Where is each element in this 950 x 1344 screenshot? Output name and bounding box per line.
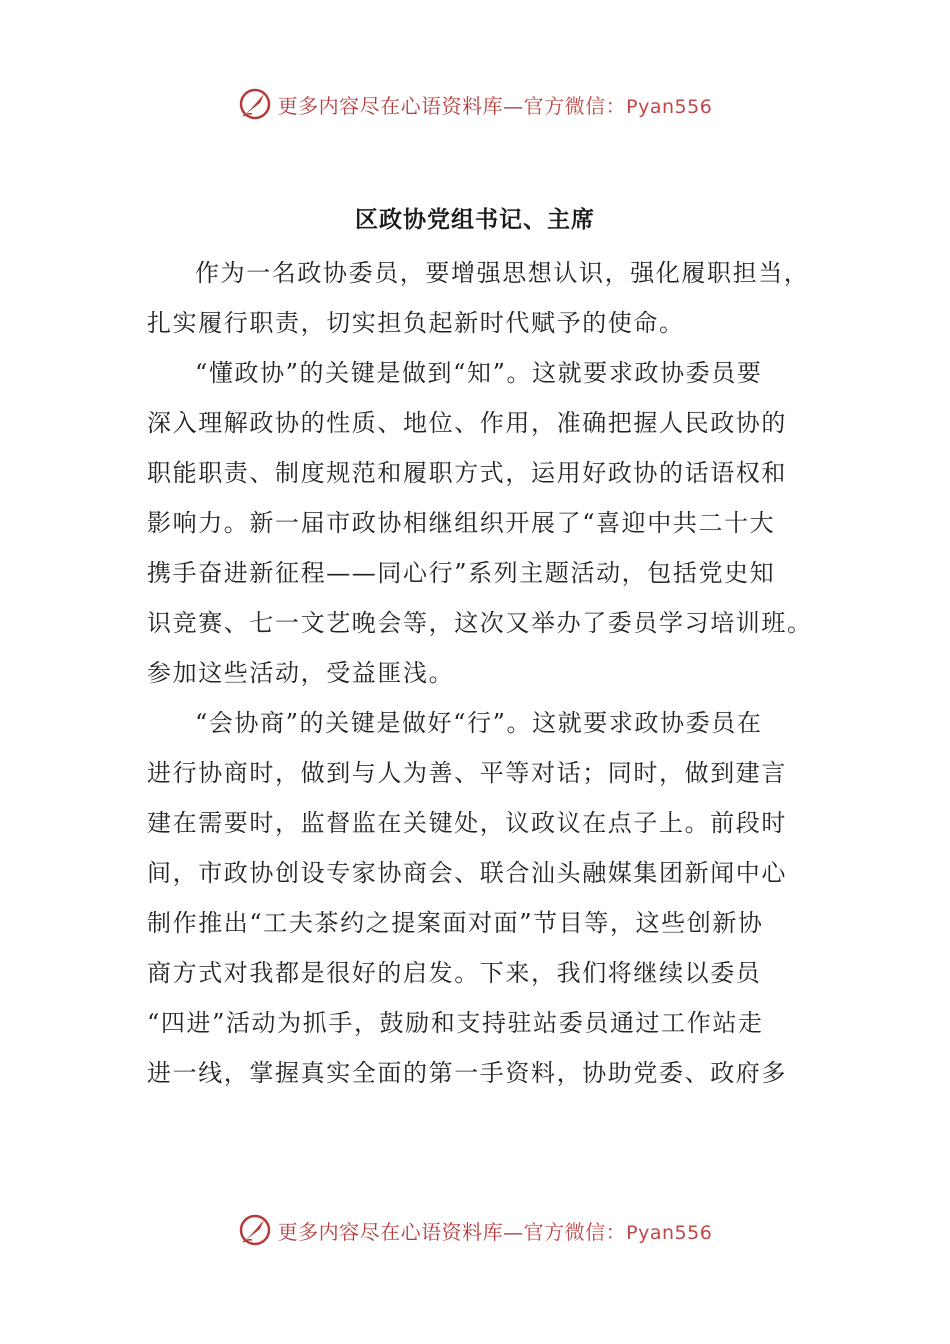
quill-logo-icon bbox=[238, 1213, 272, 1247]
body-line: 职能职责、制度规范和履职方式，运用好政协的话语权和 bbox=[147, 459, 787, 487]
body-line: 深入理解政协的性质、地位、作用，准确把握人民政协的 bbox=[147, 409, 787, 437]
header-wechat-id: Pyan556 bbox=[626, 95, 713, 118]
header-banner-text bbox=[278, 90, 713, 119]
footer-banner bbox=[0, 1208, 950, 1252]
footer-banner-title: 更多内容尽在心语资料库 bbox=[277, 1219, 504, 1244]
header-banner-inner bbox=[238, 87, 713, 121]
body-line: “懂政协”的关键是做到“知”。这就要求政协委员要 bbox=[195, 359, 763, 387]
body-line: 携手奋进新征程——同心行”系列主题活动，包括党史知 bbox=[147, 559, 776, 587]
body-line: 识竞赛、七一文艺晚会等，这次又举办了委员学习培训班。 bbox=[147, 609, 813, 637]
body-line: 制作推出“工夫茶约之提案面对面”节目等，这些创新协 bbox=[147, 909, 764, 937]
body-line: 进一线，掌握真实全面的第一手资料，协助党委、政府多 bbox=[147, 1059, 787, 1087]
document-body bbox=[147, 248, 813, 1098]
body-line: 建在需要时，监督监在关键处，议政议在点子上。前段时 bbox=[147, 809, 787, 837]
document-title: 区政协党组书记、主席 bbox=[355, 206, 595, 233]
body-line: 参加这些活动，受益匪浅。 bbox=[147, 659, 455, 687]
footer-wechat-id: Pyan556 bbox=[626, 1221, 713, 1244]
body-line: 作为一名政协委员，要增强思想认识，强化履职担当， bbox=[195, 259, 810, 287]
header-banner-title: 更多内容尽在心语资料库 bbox=[277, 93, 504, 118]
header-banner bbox=[0, 82, 950, 126]
body-line: “会协商”的关键是做好“行”。这就要求政协委员在 bbox=[195, 709, 763, 737]
footer-banner-dash: — bbox=[503, 1219, 524, 1244]
footer-banner-inner bbox=[238, 1213, 713, 1247]
quill-logo-icon bbox=[238, 87, 272, 121]
header-banner-dash: — bbox=[503, 93, 524, 118]
footer-banner-text bbox=[278, 1216, 713, 1245]
body-line: 进行协商时，做到与人为善、平等对话；同时，做到建言 bbox=[147, 759, 787, 787]
body-line: “四进”活动为抓手，鼓励和支持驻站委员通过工作站走 bbox=[147, 1009, 764, 1037]
body-line: 扎实履行职责，切实担负起新时代赋予的使命。 bbox=[147, 309, 685, 337]
body-line: 影响力。新一届市政协相继组织开展了“喜迎中共二十大 bbox=[147, 509, 776, 537]
body-line: 商方式对我都是很好的启发。下来，我们将继续以委员 bbox=[147, 959, 762, 987]
header-wechat-label: 官方微信： bbox=[523, 93, 627, 118]
footer-wechat-label: 官方微信： bbox=[523, 1219, 627, 1244]
body-line: 间，市政协创设专家协商会、联合汕头融媒集团新闻中心 bbox=[147, 859, 787, 887]
